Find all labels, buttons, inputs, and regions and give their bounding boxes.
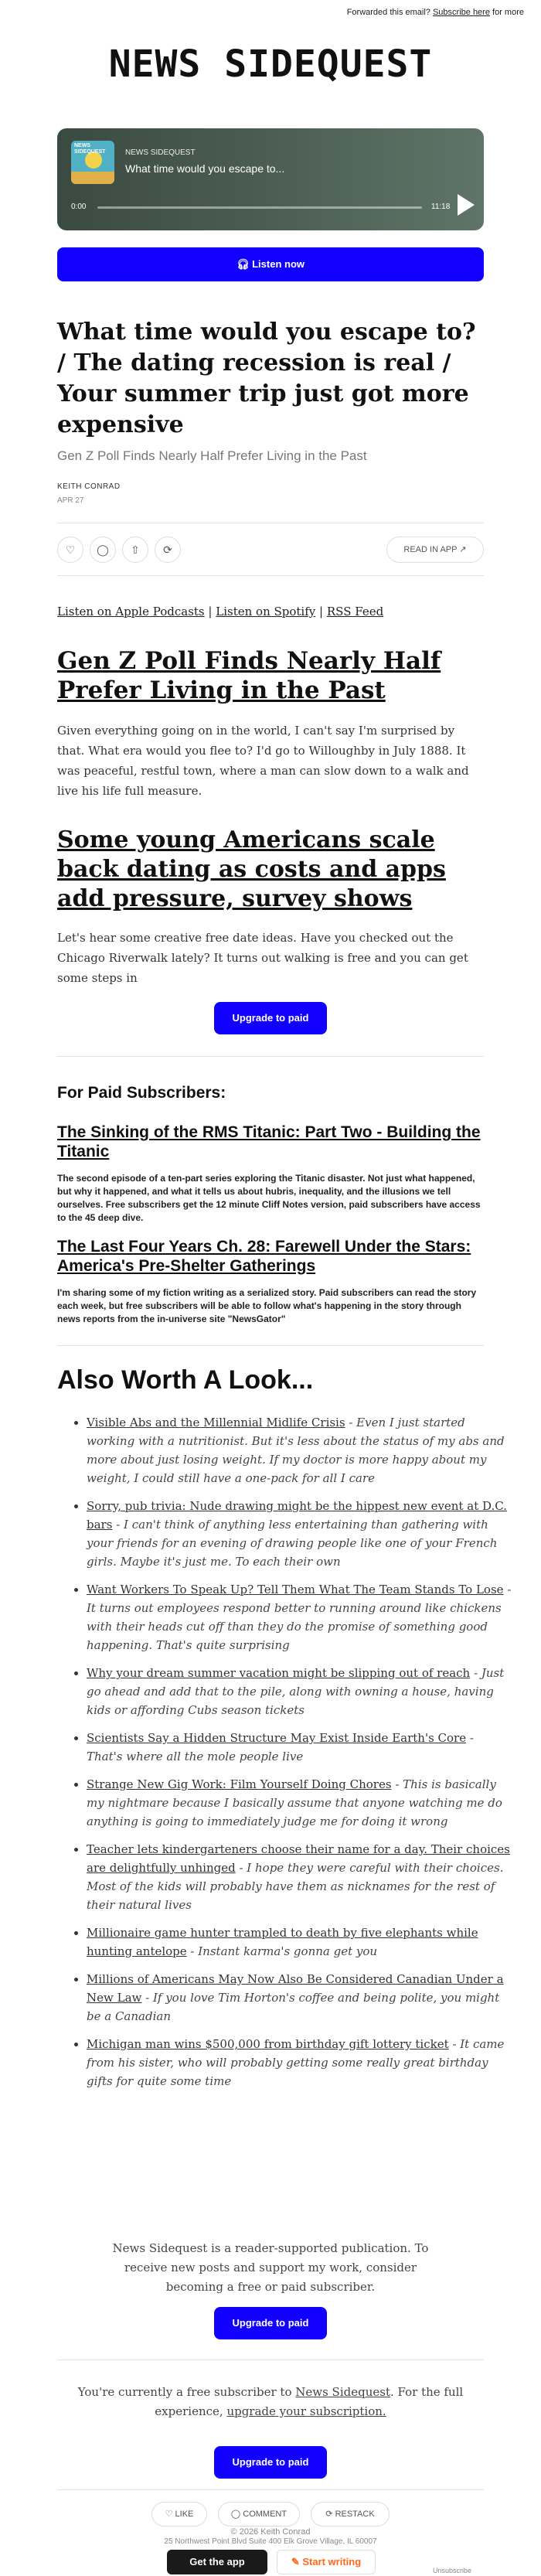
share-icon[interactable]: ⇧ (122, 537, 148, 563)
paid-post-description: The second episode of a ten-part series exploring the Titanic disaster. Not just what happened, but why it happened, and what it tells us about hubris, inequality, and the illusions we tell ourselves. Free subscribers get the 12 minute Cliff Notes version, paid subscribers have access to the 45 deep dive. (57, 1173, 481, 1223)
pen-icon: ✎ (291, 2556, 303, 2567)
list-item (87, 1497, 513, 1571)
player-current-time: 0:00 (71, 203, 87, 211)
section-body: Given everything going on in the world, I can't say I'm surprised by that. What era would you flee to? I'd go to Willoughby in July 1888. It was peaceful, restful town, where a man can slow down to a walk and live his life full measure. (57, 724, 469, 798)
list-item (87, 1664, 513, 1719)
restack-label: RESTACK (335, 2510, 375, 2519)
restack-icon: ⟳ (325, 2510, 335, 2519)
list-item (87, 1580, 513, 1654)
article-comment: - It turns out employees respond better to running around like chickens with their heads cut off than they do the promise of something good happening. That's quite surprising (87, 1583, 512, 1652)
listen-now-button[interactable] (57, 247, 484, 281)
comment-button[interactable] (218, 2502, 300, 2527)
article-link[interactable]: Strange New Gig Work: Film Yourself Doing Chores (87, 1777, 392, 1791)
player-show-name: NEWS SIDEQUEST (125, 148, 196, 157)
paid-post-link[interactable]: The Sinking of the RMS Titanic: Part Two - Building the Titanic (57, 1123, 481, 1160)
upgrade-to-paid-button[interactable]: Upgrade to paid (214, 2446, 327, 2479)
divider (57, 1345, 484, 1346)
unsubscribe-link[interactable]: Unsubscribe (433, 2567, 472, 2574)
comment-label: COMMENT (243, 2510, 288, 2519)
post-subtitle: Gen Z Poll Finds Nearly Half Prefer Living in the Past (57, 448, 367, 463)
cover-text: NEWS SIDEQUEST (74, 143, 106, 155)
article-link[interactable]: Visible Abs and the Millennial Midlife Crisis (87, 1416, 345, 1429)
start-writing-button[interactable] (277, 2550, 376, 2574)
list-item (87, 1413, 513, 1487)
support-text: News Sidequest is a reader-supported publication. To receive new posts and support my work, consider becoming a free or paid subscriber. (112, 2241, 429, 2294)
player-progress-track[interactable] (97, 206, 422, 209)
divider (57, 2489, 484, 2490)
paid-subscribers-heading: For Paid Subscribers: (57, 1084, 226, 1102)
start-writing-label: Start writing (302, 2556, 362, 2567)
upgrade-to-paid-button[interactable]: Upgrade to paid (214, 1002, 327, 1034)
divider (57, 1056, 484, 1057)
read-in-app-button[interactable] (386, 537, 484, 563)
podcast-links (57, 605, 383, 618)
article-comment: - Even I just started working with a nutritionist. But it's less about the status of my abs and more about just losing weight. If my doctor is more happy about my weight, I could still have a one-pack for all I care (87, 1416, 505, 1485)
article-link[interactable]: Millionaire game hunter trampled to death by five elephants while hunting antelope (87, 1926, 478, 1958)
get-the-app-button[interactable]: Get the app (167, 2550, 267, 2574)
post-title[interactable]: What time would you escape to? / The dating recession is real / Your summer trip just got more expensive (57, 319, 476, 438)
article-comment: - This is basically my nightmare because I basically assume that anyone watching me do anything is going to immediately judge me for doing it wrong (87, 1777, 502, 1828)
comment-icon: ◯ (230, 2510, 243, 2519)
headphones-icon: 🎧︎ (236, 258, 253, 270)
spotify-link[interactable]: Listen on Spotify (216, 605, 316, 618)
article-comment: - That's where all the mole people live (87, 1731, 474, 1763)
play-icon[interactable] (458, 194, 475, 216)
divider (57, 575, 484, 576)
section-heading-link[interactable]: Gen Z Poll Finds Nearly Half Prefer Living in the Past (57, 647, 441, 704)
also-worth-list (57, 1413, 513, 2100)
section-heading-link[interactable]: Some young Americans scale back dating as costs and apps add pressure, survey shows (57, 826, 446, 912)
also-worth-a-look-heading: Also Worth A Look... (57, 1365, 314, 1395)
like-icon[interactable]: ♡ (57, 537, 83, 563)
restack-button[interactable] (311, 2502, 390, 2527)
link-separator: | (208, 605, 213, 618)
cover-ground-shape (71, 172, 114, 184)
player-duration: 11:18 (431, 203, 451, 211)
paid-post-link[interactable]: The Last Four Years Ch. 28: Farewell Under the Stars: America's Pre-Shelter Gatherings (57, 1238, 471, 1275)
rss-feed-link[interactable]: RSS Feed (326, 605, 384, 618)
paid-post-description: I'm sharing some of my fiction writing as a serialized story. Paid subscribers can read the story each week, but free subscribers will be able to follow what's happening in the story through news reports from the in-universe site "NewsGator" (57, 1287, 477, 1324)
link-separator: | (319, 605, 324, 618)
list-item (87, 2035, 513, 2090)
article-comment: - I can't think of anything less entertaining than gathering with your friends for an evening of drawing people like one of your French girls. Maybe it's just me. To each their own (87, 1518, 498, 1569)
like-button[interactable] (151, 2502, 207, 2527)
player-episode-title: What time would you escape to... (125, 162, 285, 175)
article-comment: - Just go ahead and add that to the pile, along with owning a house, having kids or affording Cubs season tickets (87, 1666, 505, 1717)
free-sub-prefix: You're currently a free subscriber to (77, 2385, 296, 2399)
article-link[interactable]: Sorry, pub trivia: Nude drawing might be the hippest new event at D.C. bars (87, 1499, 507, 1532)
apple-podcasts-link[interactable]: Listen on Apple Podcasts (57, 605, 205, 618)
heart-icon: ♡ (165, 2510, 175, 2519)
publication-logo[interactable]: NEWS SIDEQUEST (108, 43, 433, 86)
footer-info (0, 2527, 541, 2537)
article-comment: - It came from his sister, who will probably getting some really great birthday gifts for quite some time (87, 2037, 505, 2088)
post-author[interactable]: KEITH CONRAD (57, 482, 121, 491)
upgrade-subscription-link[interactable]: upgrade your subscription. (226, 2404, 386, 2418)
restack-icon[interactable]: ⟳ (155, 537, 181, 563)
podcast-cover-image (71, 141, 114, 184)
forwarded-bar (347, 8, 524, 17)
read-in-app-label: READ IN APP (403, 545, 458, 554)
subscribe-link[interactable]: Subscribe here (432, 8, 490, 17)
listen-now-label: Listen now (252, 258, 305, 270)
comment-icon[interactable]: ◯ (90, 537, 116, 563)
footer-copyright: © 2026 Keith Conrad (230, 2527, 311, 2537)
article-comment: - I hope they were careful with their choices. Most of the kids will probably have them as nicknames for the rest of their natural lives (87, 1861, 504, 1912)
article-link[interactable]: Michigan man wins $500,000 from birthday gift lottery ticket (87, 2037, 449, 2051)
like-label: LIKE (175, 2510, 194, 2519)
article-link[interactable]: Scientists Say a Hidden Structure May Exist Inside Earth's Core (87, 1731, 467, 1745)
list-item (87, 1970, 513, 2026)
free-sub-mid: . For the full experience, (155, 2385, 464, 2418)
article-link[interactable]: Want Workers To Speak Up? Tell Them What The Team Stands To Lose (87, 1583, 504, 1596)
publication-link[interactable]: News Sidequest (295, 2385, 390, 2399)
list-item (87, 1923, 513, 1961)
article-link[interactable]: Why your dream summer vacation might be slipping out of reach (87, 1666, 471, 1680)
arrow-up-right-icon: ↗ (459, 545, 467, 554)
article-link[interactable]: Teacher lets kindergarteners choose their name for a day. Their choices are delightfully unhinged (87, 1842, 510, 1875)
article-link[interactable]: Millions of Americans May Now Also Be Considered Canadian Under a New Law (87, 1972, 504, 2005)
article-comment: - If you love Tim Horton's coffee and being polite, you might be a Canadian (87, 1991, 500, 2023)
list-item (87, 1729, 513, 1766)
forwarded-suffix: for more (492, 8, 524, 17)
list-item (87, 1775, 513, 1831)
forwarded-prefix: Forwarded this email? (346, 8, 430, 17)
free-subscriber-text (77, 2383, 464, 2421)
article-comment: - Instant karma's gonna get you (186, 1944, 378, 1958)
post-date: APR 27 (57, 496, 84, 505)
list-item (87, 1840, 513, 1914)
section-body: Let's hear some creative free date ideas. Have you checked out the Chicago Riverwalk lately? It turns out walking is free and you can get some steps in (57, 931, 468, 985)
footer-address: 25 Northwest Point Blvd Suite 400 Elk Grove Village, IL 60007 (164, 2537, 377, 2546)
upgrade-to-paid-button[interactable]: Upgrade to paid (214, 2307, 327, 2339)
audio-player[interactable] (57, 128, 484, 230)
